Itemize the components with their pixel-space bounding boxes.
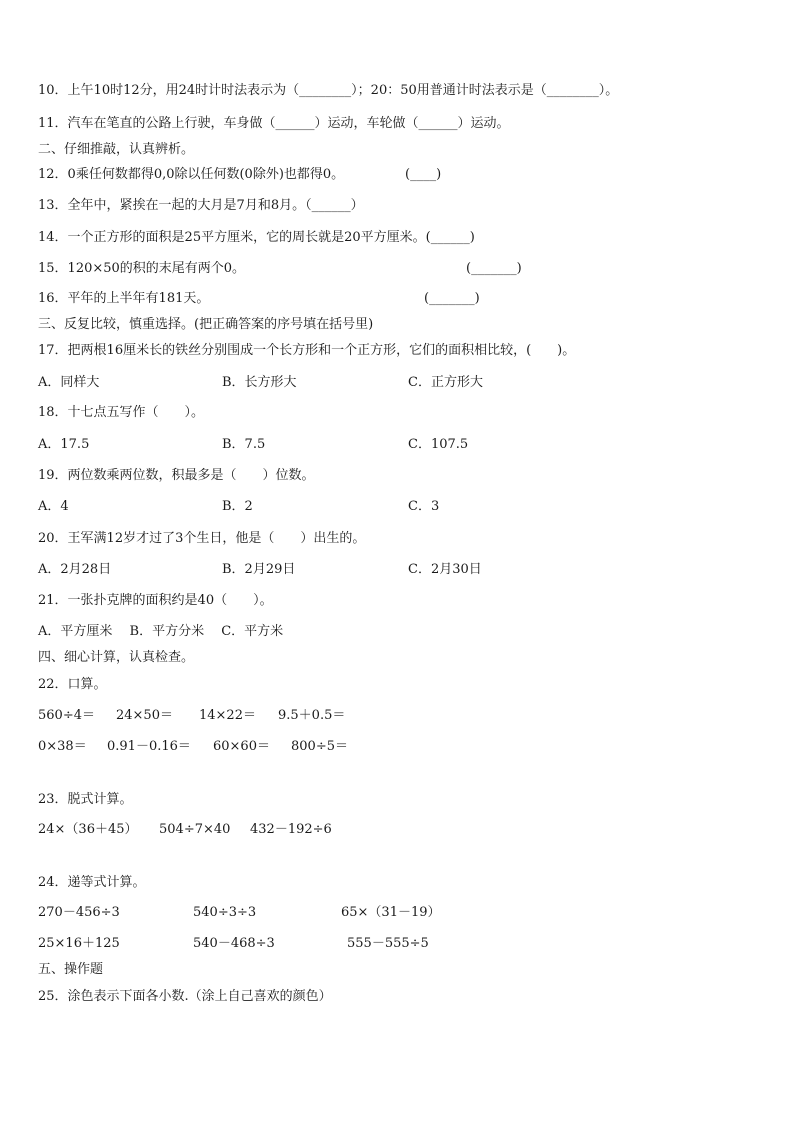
step-calc-item: 432－192÷6 bbox=[250, 822, 332, 837]
section-3-heading: 三、反复比较，慎重选择。(把正确答案的序号填在括号里) bbox=[38, 317, 374, 332]
question-12-blank: (____) bbox=[405, 167, 442, 182]
question-24: 24．递等式计算。 bbox=[38, 875, 146, 890]
step-calc-item: 540－468÷3 bbox=[193, 936, 275, 951]
question-23: 23．脱式计算。 bbox=[38, 792, 133, 807]
question-17-option-b: B．长方形大 bbox=[222, 375, 297, 390]
question-15: 15．120×50的积的末尾有两个0。 bbox=[38, 261, 246, 276]
question-22: 22．口算。 bbox=[38, 677, 107, 692]
oral-calc-item: 9.5＋0.5＝ bbox=[278, 708, 346, 723]
question-13: 13．全年中，紧挨在一起的大月是7月和8月。（______） bbox=[38, 198, 364, 213]
question-12: 12．0乘任何数都得0,0除以任何数(0除外)也都得0。 bbox=[38, 167, 345, 182]
question-16: 16．平年的上半年有181天。 bbox=[38, 291, 210, 306]
question-25: 25．涂色表示下面各小数.（涂上自己喜欢的颜色） bbox=[38, 989, 332, 1004]
question-16-blank: (_______) bbox=[424, 291, 480, 306]
question-18-option-a: A．17.5 bbox=[38, 437, 90, 452]
oral-calc-item: 14×22＝ bbox=[199, 708, 256, 723]
question-10: 10．上午10时12分，用24时计时法表示为（________）；20：50用普通计时法表示是（________）。 bbox=[38, 83, 619, 98]
section-2-heading: 二、仔细推敲，认真辨析。 bbox=[38, 142, 195, 157]
question-17: 17．把两根16厘米长的铁丝分别围成一个长方形和一个正方形，它们的面积相比较，( )。 bbox=[38, 343, 576, 358]
oral-calc-item: 800÷5＝ bbox=[291, 739, 348, 754]
step-calc-item: 25×16＋125 bbox=[38, 936, 120, 951]
oral-calc-item: 0.91－0.16＝ bbox=[107, 739, 191, 754]
question-19-option-b: B．2 bbox=[222, 499, 253, 514]
oral-calc-item: 60×60＝ bbox=[213, 739, 270, 754]
step-calc-item: 270－456÷3 bbox=[38, 905, 120, 920]
oral-calc-item: 24×50＝ bbox=[116, 708, 173, 723]
step-calc-item: 555－555÷5 bbox=[347, 936, 429, 951]
question-19-option-c: C．3 bbox=[408, 499, 440, 514]
question-21-options: A．平方厘米 B．平方分米 C．平方米 bbox=[38, 624, 284, 639]
question-17-option-c: C．正方形大 bbox=[408, 375, 483, 390]
question-20-option-b: B．2月29日 bbox=[222, 562, 296, 577]
oral-calc-item: 0×38＝ bbox=[38, 739, 87, 754]
question-15-blank: (_______) bbox=[466, 261, 522, 276]
question-14: 14．一个正方形的面积是25平方厘米，它的周长就是20平方厘米。(______) bbox=[38, 230, 475, 245]
question-19-option-a: A．4 bbox=[38, 499, 69, 514]
step-calc-item: 65×（31－19） bbox=[341, 905, 441, 920]
section-5-heading: 五、操作题 bbox=[38, 962, 104, 977]
question-11: 11．汽车在笔直的公路上行驶，车身做（______）运动，车轮做（______）运动。 bbox=[38, 116, 510, 131]
question-18: 18．十七点五写作（ ）。 bbox=[38, 405, 205, 420]
step-calc-item: 504÷7×40 bbox=[159, 822, 231, 837]
question-20: 20．王军满12岁才过了3个生日，他是（ ）出生的。 bbox=[38, 531, 366, 546]
question-19: 19．两位数乘两位数，积最多是（ ）位数。 bbox=[38, 468, 315, 483]
section-4-heading: 四、细心计算，认真检查。 bbox=[38, 650, 195, 665]
question-21: 21．一张扑克牌的面积约是40（ ）。 bbox=[38, 593, 273, 608]
step-calc-item: 24×（36＋45） bbox=[38, 822, 138, 837]
question-18-option-b: B．7.5 bbox=[222, 437, 266, 452]
oral-calc-item: 560÷4＝ bbox=[38, 708, 95, 723]
question-20-option-c: C．2月30日 bbox=[408, 562, 482, 577]
question-17-option-a: A．同样大 bbox=[38, 375, 100, 390]
question-18-option-c: C．107.5 bbox=[408, 437, 469, 452]
step-calc-item: 540÷3÷3 bbox=[193, 905, 257, 920]
question-20-option-a: A．2月28日 bbox=[38, 562, 112, 577]
